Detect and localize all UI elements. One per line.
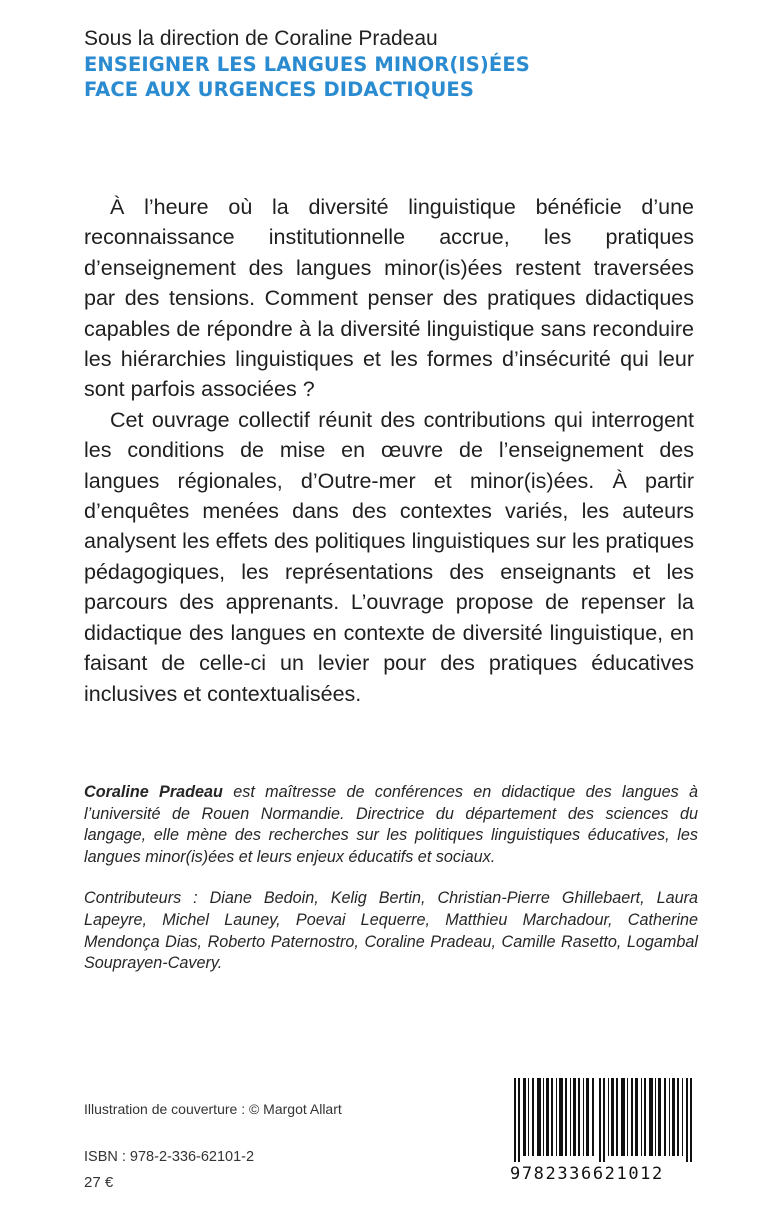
illustration-credit: Illustration de couverture : © Margot Allart [84,1101,342,1117]
barcode [510,1078,700,1188]
author-section [84,782,698,995]
author-name: Coraline Pradeau [84,783,223,801]
book-title-line-2: FACE AUX URGENCES DIDACTIQUES [84,78,474,101]
contributors-list: Contributeurs : Diane Bedoin, Kelig Bertin, Christian-Pierre Ghillebaert, Laura Lapeyre, Michel Launey, Poevai Lequerre, Matthieu Marchadour, Catherine Mendonça Dias, Roberto Paternostro, Coraline Pradeau, Camille Rasetto, Logambal Souprayen-Cavery. [84,889,698,973]
editor-credit: Sous la direction de Coraline Pradeau [84,27,438,50]
barcode-bars-icon [510,1078,700,1164]
author-bio [84,782,698,868]
book-title-line-1: ENSEIGNER LES LANGUES MINOR(IS)ÉES [84,53,530,76]
cover-header [84,26,724,102]
author-bio-text: est maîtresse de conférences en didactique des langues à l’université de Rouen Normandie. Directrice du département des sciences du langage, elle mène des recherches sur les politiques linguistiques éducatives, les langues minor(is)ées et leurs enjeux éducatifs et sociaux. [84,783,698,866]
back-cover-footer [84,1100,464,1192]
barcode-number: 9782336621012 [510,1164,664,1184]
book-blurb [84,192,694,709]
price: 27 € [84,1174,114,1191]
blurb-paragraph-2: Cet ouvrage collectif réunit des contributions qui interrogent les conditions de mise en œuvre de l’enseignement des langues régionales, d’Outre-mer et minor(is)ées. À partir d’enquêtes menées dans des contextes variés, les auteurs analysent les effets des politiques linguistiques sur les pratiques pédagogiques, les représentations des enseignants et les parcours des apprenants. L’ouvrage propose de repenser la didactique des langues en contexte de diversité linguistique, en faisant de celle-ci un levier pour des pratiques éducatives inclusives et contextualisées. [84,407,694,706]
isbn: ISBN : 978-2-336-62101-2 [84,1149,255,1165]
blurb-paragraph-1: À l’heure où la diversité linguistique bénéficie d’une reconnaissance institutionnelle accrue, les pratiques d’enseignement des langues minor(is)ées restent traversées par des tensions. Comment penser des pratiques didactiques capables de répondre à la diversité linguistique sans reconduire les hiérarchies linguistiques et les formes d’insécurité qui leur sont parfois associées ? [84,195,694,402]
